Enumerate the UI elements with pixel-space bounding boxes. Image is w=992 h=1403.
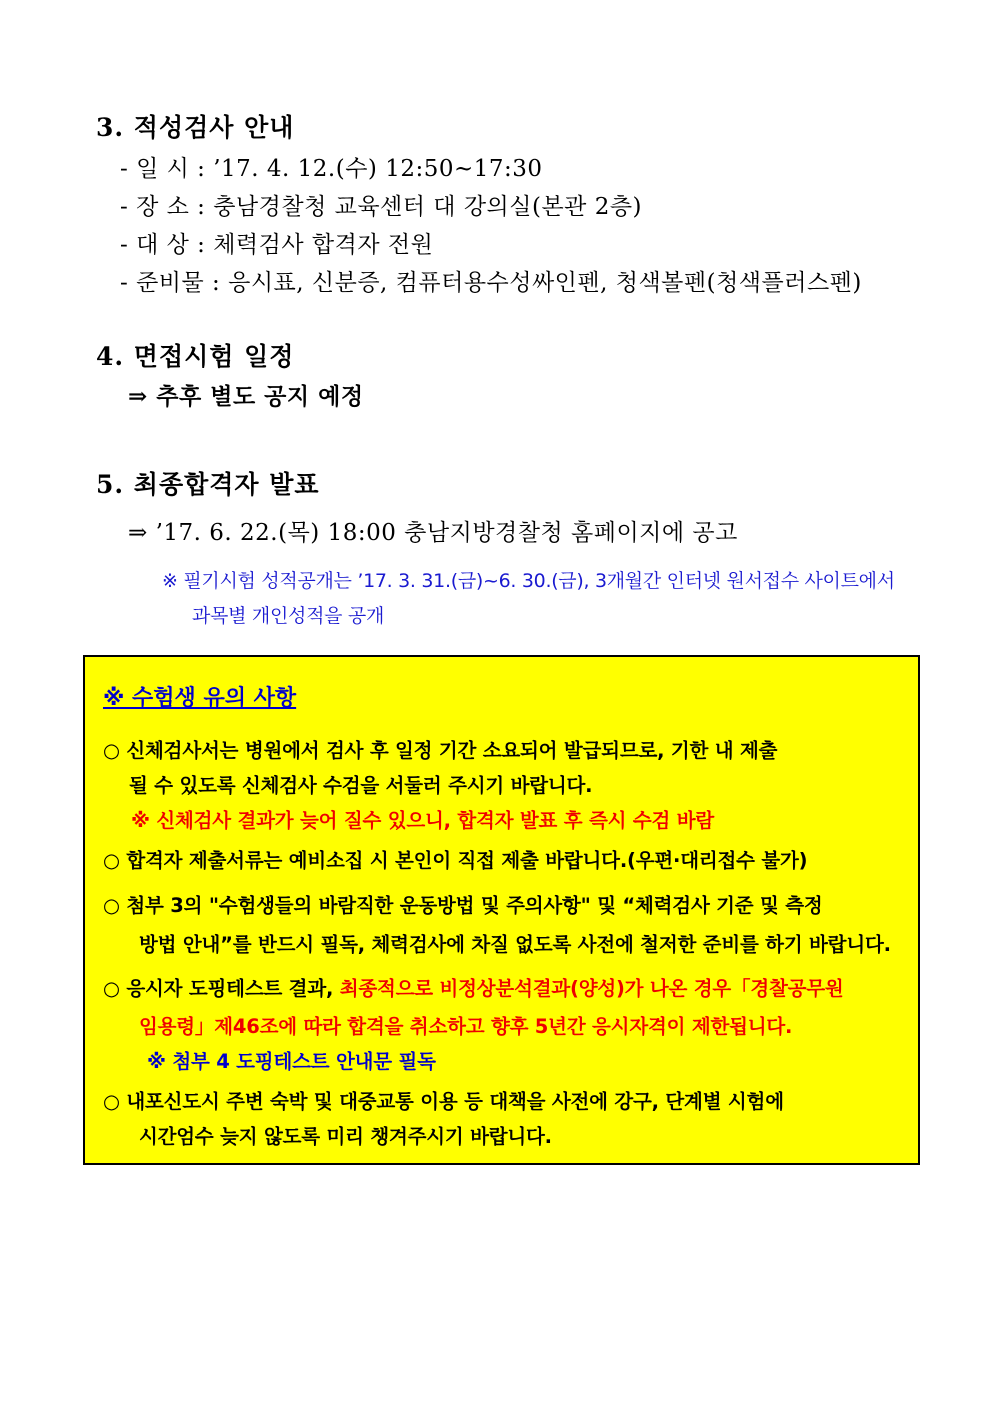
notice-item-4-line-1 — [103, 973, 844, 1001]
notice-item-1-note: ※ 신체검사 결과가 늦어 질수 있으니, 합격자 발표 후 즉시 수검 바람 — [131, 809, 715, 832]
section-5-title: 5. 최종합격자 발표 — [96, 470, 320, 499]
notice-item-1-line-2: 될 수 있도록 신체검사 수검을 서둘러 주시기 바랍니다. — [129, 774, 593, 797]
notice-item-4-line-2: 임용령」제46조에 따라 합격을 취소하고 향후 5년간 응시자격이 제한됩니다. — [139, 1015, 793, 1038]
notice-title: ※ 수험생 유의 사항 — [103, 686, 297, 711]
notice-item-3-line-1: ○ 첨부 3의 "수험생들의 바람직한 운동방법 및 주의사항" 및 “체력검사 기준 및 측정 — [103, 894, 823, 917]
aptitude-place: - 장 소 : 충남경찰청 교육센터 대 강의실(본관 2층) — [120, 194, 643, 220]
aptitude-target: - 대 상 : 체력검사 합격자 전원 — [120, 232, 434, 258]
notice-item-3-line-2: 방법 안내”를 반드시 필독, 체력검사에 차질 없도록 사전에 철저한 준비를 하기 바랍니다. — [139, 933, 891, 956]
notice-item-1-line-1: ○ 신체검사서는 병원에서 검사 후 일정 기간 소요되어 발급되므로, 기한 내 제출 — [103, 739, 778, 762]
section-4-title: 4. 면접시험 일정 — [96, 342, 295, 371]
notice-item-2: ○ 합격자 제출서류는 예비소집 시 본인이 직접 제출 바랍니다.(우편·대리접수 불가) — [103, 849, 808, 872]
notice-item-4-line-1-red: 최종적으로 비정상분석결과(양성)가 나온 경우「경찰공무원 — [339, 977, 844, 1000]
applicant-notice-box — [83, 655, 920, 1165]
aptitude-date: - 일 시 : ’17. 4. 12.(수) 12:50~17:30 — [120, 156, 543, 182]
score-notice-line-1: ※ 필기시험 성적공개는 ’17. 3. 31.(금)~6. 30.(금), 3개월간 인터넷 원서접수 사이트에서 — [162, 570, 895, 592]
notice-item-4-line-1-black: ○ 응시자 도핑테스트 결과, — [103, 977, 340, 1000]
score-notice-line-2: 과목별 개인성적을 공개 — [192, 605, 385, 627]
notice-item-5-line-2: 시간엄수 늦지 않도록 미리 챙겨주시기 바랍니다. — [139, 1125, 552, 1148]
final-announcement-text: ⇒ ’17. 6. 22.(목) 18:00 충남지방경찰청 홈페이지에 공고 — [128, 520, 738, 546]
section-3-title: 3. 적성검사 안내 — [96, 113, 295, 142]
notice-item-4-note: ※ 첨부 4 도핑테스트 안내문 필독 — [147, 1050, 436, 1073]
interview-schedule-text: ⇒ 추후 별도 공지 예정 — [128, 383, 364, 410]
aptitude-items: - 준비물 : 응시표, 신분증, 컴퓨터용수성싸인펜, 청색볼펜(청색플러스펜) — [120, 270, 862, 296]
notice-item-5-line-1: ○ 내포신도시 주변 숙박 및 대중교통 이용 등 대책을 사전에 강구, 단계별 시험에 — [103, 1090, 784, 1113]
